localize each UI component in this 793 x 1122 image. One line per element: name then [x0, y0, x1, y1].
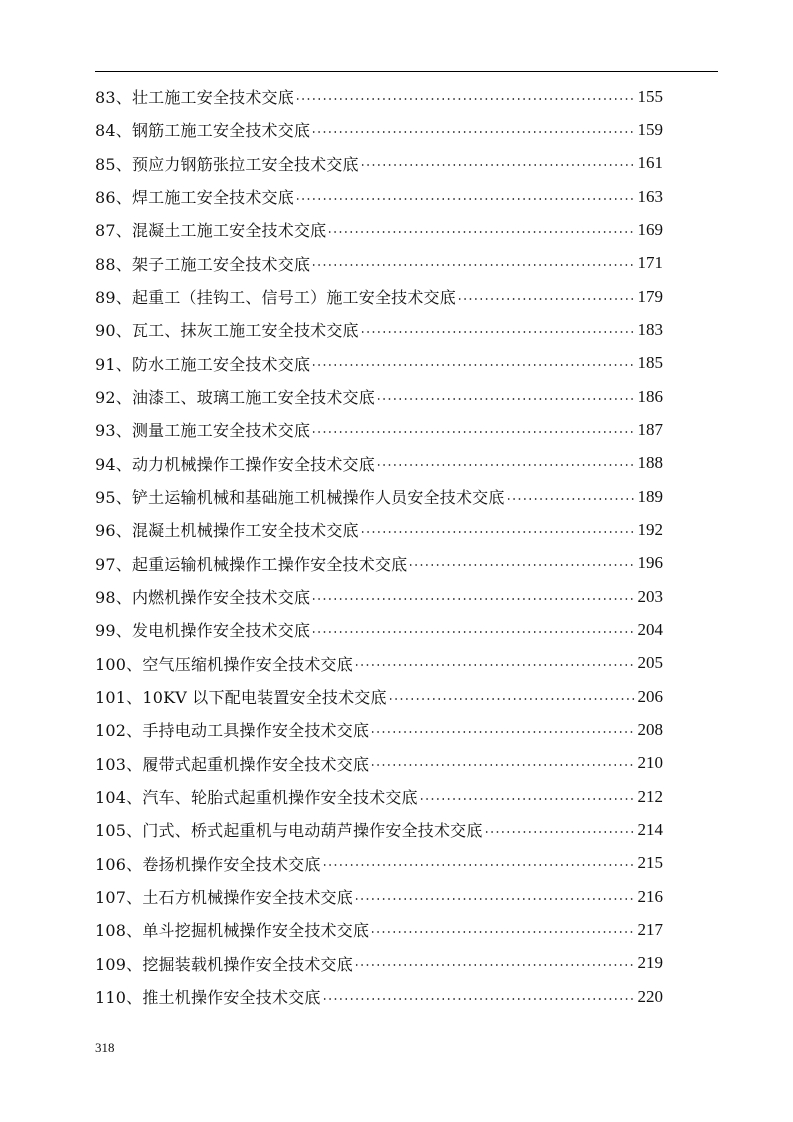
header-rule: [95, 71, 718, 72]
toc-entry-page: 189: [637, 486, 663, 506]
toc-entry-title: 95、铲土运输机械和基础施工机械操作人员安全技术交底: [95, 488, 505, 508]
toc-entry-title: 96、混凝土机械操作工安全技术交底: [95, 521, 359, 541]
toc-entry-page: 204: [637, 619, 663, 639]
toc-entry-title: 88、架子工施工安全技术交底: [95, 254, 311, 274]
toc-entry-title: 107、土石方机械操作安全技术交底: [95, 888, 353, 908]
toc-entry-page: 186: [637, 386, 663, 406]
dot-leader: [388, 698, 636, 700]
toc-entry-page: 217: [637, 919, 663, 939]
dot-leader: [322, 864, 636, 866]
toc-entry-title: 110、推土机操作安全技术交底: [95, 988, 321, 1008]
dot-leader: [311, 431, 635, 433]
toc-entry-page: 208: [637, 719, 663, 739]
toc-entry-page: 215: [637, 853, 663, 873]
dot-leader: [376, 464, 636, 466]
toc-entry-title: 85、预应力钢筋张拉工安全技术交底: [95, 154, 359, 174]
toc-entry-page: 212: [637, 786, 663, 806]
toc-entry[interactable]: [95, 413, 663, 446]
dot-leader: [484, 831, 636, 833]
dot-leader: [360, 331, 636, 333]
toc-entry-title: 92、油漆工、玻璃工施工安全技术交底: [95, 388, 375, 408]
dot-leader: [322, 998, 636, 1000]
toc-entry[interactable]: [95, 547, 663, 580]
toc-entry-title: 108、单斗挖掘机械操作安全技术交底: [95, 921, 370, 941]
toc-entry-title: 89、起重工（挂钩工、信号工）施工安全技术交底: [95, 288, 456, 308]
toc-entry-page: 183: [637, 319, 663, 339]
toc-entry[interactable]: [95, 913, 663, 946]
toc-entry-page: 159: [637, 119, 663, 139]
page-number: 318: [95, 1040, 115, 1055]
toc-entry-title: 97、起重运输机械操作工操作安全技术交底: [95, 554, 408, 574]
toc-entry-page: 216: [637, 886, 663, 906]
toc-entry-title: 98、内燃机操作安全技术交底: [95, 588, 311, 608]
dot-leader: [295, 98, 636, 100]
toc-entry-title: 105、门式、桥式起重机与电动葫芦操作安全技术交底: [95, 821, 483, 841]
toc-entry[interactable]: [95, 613, 663, 646]
toc-entry[interactable]: [95, 813, 663, 846]
toc-entry-page: 161: [637, 153, 663, 173]
toc-entry-page: 205: [637, 653, 663, 673]
dot-leader: [354, 898, 636, 900]
toc-entry-page: 220: [637, 986, 663, 1006]
dot-leader: [295, 198, 636, 200]
toc-entry-page: 203: [637, 586, 663, 606]
toc-entry-title: 86、焊工施工安全技术交底: [95, 188, 294, 208]
dot-leader: [506, 498, 636, 500]
toc-entry[interactable]: [95, 113, 663, 146]
dot-leader: [419, 798, 636, 800]
toc-entry-title: 101、10KV 以下配电装置安全技术交底: [95, 688, 387, 708]
toc-entry-page: 206: [637, 686, 663, 706]
toc-entry-title: 102、手持电动工具操作安全技术交底: [95, 721, 370, 741]
dot-leader: [354, 964, 636, 966]
dot-leader: [311, 598, 635, 600]
toc-entry[interactable]: [95, 247, 663, 280]
toc-entry-title: 94、动力机械操作工操作安全技术交底: [95, 454, 375, 474]
toc-entry-title: 106、卷扬机操作安全技术交底: [95, 854, 321, 874]
dot-leader: [376, 398, 636, 400]
dot-leader: [311, 364, 635, 366]
toc-entry-title: 103、履带式起重机操作安全技术交底: [95, 754, 370, 774]
toc-entry-page: 192: [637, 519, 663, 539]
toc-entry-title: 90、瓦工、抹灰工施工安全技术交底: [95, 321, 359, 341]
dot-leader: [327, 231, 635, 233]
toc-entry-page: 187: [637, 419, 663, 439]
toc-entry-page: 196: [637, 553, 663, 573]
toc-entry-title: 83、壮工施工安全技术交底: [95, 88, 294, 108]
toc-entry[interactable]: [95, 680, 663, 713]
toc-entry[interactable]: [95, 847, 663, 880]
toc-entry[interactable]: [95, 947, 663, 980]
toc-entry-page: 169: [637, 219, 663, 239]
toc-entry[interactable]: [95, 713, 663, 746]
toc-entry-title: 91、防水工施工安全技术交底: [95, 354, 311, 374]
dot-leader: [370, 931, 635, 933]
dot-leader: [360, 164, 636, 166]
toc-entry-page: 219: [637, 953, 663, 973]
toc-entry[interactable]: [95, 80, 663, 113]
toc-entry-title: 93、测量工施工安全技术交底: [95, 421, 311, 441]
toc-entry[interactable]: [95, 313, 663, 346]
toc-entry-title: 104、汽车、轮胎式起重机操作安全技术交底: [95, 788, 418, 808]
dot-leader: [360, 531, 636, 533]
toc-entry[interactable]: [95, 747, 663, 780]
toc-entry-page: 188: [637, 453, 663, 473]
table-of-contents: [95, 80, 663, 1013]
toc-entry-page: 210: [637, 753, 663, 773]
toc-entry[interactable]: [95, 480, 663, 513]
toc-entry[interactable]: [95, 880, 663, 913]
toc-entry[interactable]: [95, 380, 663, 413]
toc-entry-title: 100、空气压缩机操作安全技术交底: [95, 654, 353, 674]
toc-entry-page: 179: [637, 286, 663, 306]
toc-entry[interactable]: [95, 647, 663, 680]
toc-entry-page: 163: [637, 186, 663, 206]
toc-entry[interactable]: [95, 280, 663, 313]
toc-entry-page: 214: [637, 819, 663, 839]
toc-entry[interactable]: [95, 980, 663, 1013]
toc-entry[interactable]: [95, 180, 663, 213]
toc-entry-page: 185: [637, 353, 663, 373]
dot-leader: [370, 764, 635, 766]
toc-entry[interactable]: [95, 513, 663, 546]
toc-entry[interactable]: [95, 447, 663, 480]
dot-leader: [311, 631, 635, 633]
toc-entry-page: 171: [637, 253, 663, 273]
toc-entry-title: 109、挖掘装载机操作安全技术交底: [95, 954, 353, 974]
toc-entry-title: 99、发电机操作安全技术交底: [95, 621, 311, 641]
toc-entry[interactable]: [95, 147, 663, 180]
toc-entry[interactable]: [95, 780, 663, 813]
dot-leader: [311, 131, 635, 133]
dot-leader: [311, 264, 635, 266]
toc-entry-page: 155: [637, 86, 663, 106]
toc-entry[interactable]: [95, 347, 663, 380]
dot-leader: [354, 664, 636, 666]
toc-entry[interactable]: [95, 580, 663, 613]
toc-entry[interactable]: [95, 213, 663, 246]
dot-leader: [457, 298, 636, 300]
dot-leader: [408, 564, 635, 566]
dot-leader: [370, 731, 635, 733]
toc-entry-title: 84、钢筋工施工安全技术交底: [95, 121, 311, 141]
toc-entry-title: 87、混凝土工施工安全技术交底: [95, 221, 327, 241]
